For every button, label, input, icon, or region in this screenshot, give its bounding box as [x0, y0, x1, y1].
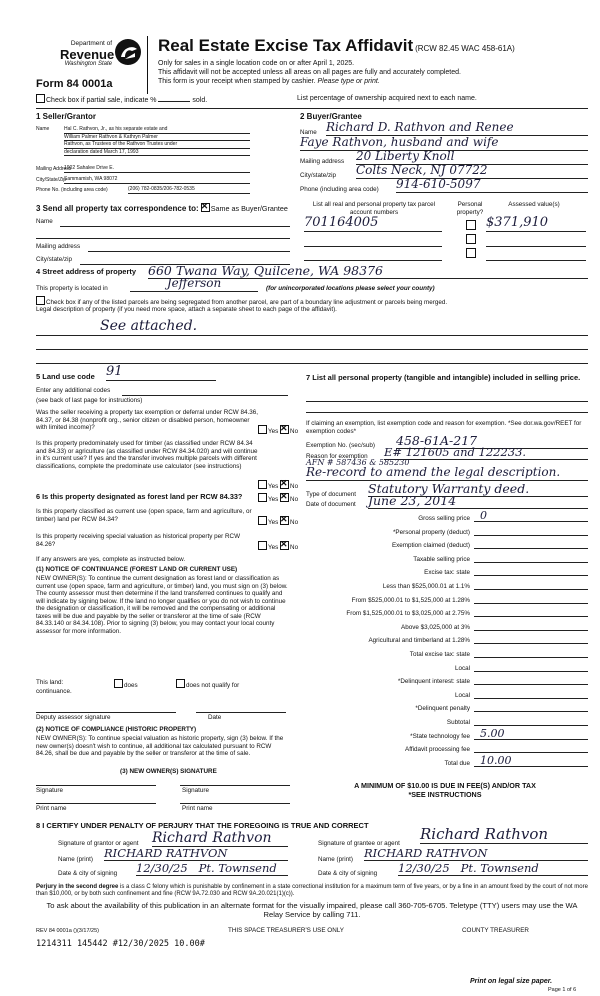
does-label: does	[124, 682, 138, 689]
tax-row-label: Above $3,025,000 at 3%	[401, 623, 470, 631]
tax-row-value: 10.00	[474, 755, 588, 767]
timber-yes-checkbox[interactable]	[258, 480, 267, 489]
yes-label: Yes	[268, 428, 279, 435]
tax-row-label: Excise tax: state	[424, 569, 470, 577]
legal-desc-label: Legal description of property (if you need more space, attach a separate sheet to each page of the affidavit).	[36, 306, 337, 313]
see-instructions-note: *SEE INSTRUCTIONS	[408, 790, 482, 799]
revenue-logo-icon	[113, 37, 143, 67]
tax-row-value	[474, 646, 588, 658]
buyer-name-value-2: Faye Rathvon, husband and wife	[300, 136, 588, 151]
tax-row-value	[474, 741, 588, 753]
correspondence-row	[36, 203, 288, 213]
grantor-name-value: RICHARD RATHVON	[104, 847, 288, 861]
located-note: (for unincorporated locations please select your county)	[266, 285, 435, 292]
intro-line-1: Only for sales in a single location code on or after April 1, 2025.	[158, 60, 355, 67]
additional-codes-label: Enter any additional codes	[36, 387, 111, 394]
forest-yes-checkbox[interactable]	[258, 493, 267, 502]
partial-sale-checkbox[interactable]	[36, 94, 45, 103]
tax-row-value	[474, 537, 588, 549]
buyer-mailing-label: Mailing address	[300, 158, 345, 165]
same-as-buyer-checkbox[interactable]	[201, 203, 210, 212]
minimum-note: A MINIMUM OF $10.00 IS DUE IN FEE(S) AND/OR TAX	[354, 781, 536, 790]
does-option	[114, 679, 138, 690]
doc-date-value: June 23, 2014	[368, 494, 588, 509]
no-label: No	[290, 544, 299, 551]
if-yes-note: If any answers are yes, complete as instructed below.	[36, 556, 186, 563]
grantor-city-value: Pt. Townsend	[198, 861, 277, 875]
same-as-buyer-label: Same as Buyer/Grantee	[210, 204, 288, 213]
buyer-phone-label: Phone (including area code)	[300, 186, 379, 193]
tax-row-label: *Personal property (deduct)	[392, 528, 470, 536]
located-label: This property is located in	[36, 285, 108, 292]
grantor-signature: Richard Rathvon	[152, 830, 288, 847]
dept-line: Department of	[70, 40, 112, 47]
current-use-question: Is this property classified as current use (open space, farm and agriculture, or timber) land per RCW 84.34?	[36, 508, 252, 523]
seller-name-line: declaration dated March 17, 1993	[64, 149, 250, 157]
current-use-yes-checkbox[interactable]	[258, 516, 267, 525]
intro-line-2: This affidavit will not be accepted unless all areas on all pages are fully and accurately completed.	[158, 68, 461, 76]
buyer-name-value: Richard D. Rathvon and Renee	[326, 121, 588, 136]
historic-no-checkbox[interactable]	[280, 541, 289, 550]
grantor-sig-label: Signature of grantor or agent	[58, 840, 139, 847]
tax-row-label: Affidavit processing fee	[405, 746, 470, 754]
located-value: Jefferson	[130, 277, 258, 292]
property-street-value: 660 Twana Way, Quilcene, WA 98376	[148, 264, 588, 279]
exemption-reason-value: E# 121605 and 122233.	[384, 446, 588, 460]
treasurer-use: THIS SPACE TREASURER'S USE ONLY	[228, 927, 344, 934]
seller-city-value: Sammamish, WA 98072	[64, 177, 250, 184]
seller-name-value	[64, 126, 250, 156]
continuance-label: continuance.	[36, 688, 72, 695]
historic-yes-checkbox[interactable]	[258, 541, 267, 550]
tax-row-value	[474, 632, 588, 644]
tax-row-label: Local	[454, 691, 470, 699]
tax-row-value: 0	[474, 510, 588, 522]
deputy-sig-label: Deputy assessor signature	[36, 714, 111, 721]
page-number: Page 1 of 6	[548, 987, 577, 993]
exemption-reason-value-2: Re-record to amend the legal description.	[306, 466, 588, 481]
exemption-question: Was the seller receiving a property tax exemption or deferral under RCW 84.36, 84.37, or 84.38 (nonprofit org., senior citizen or disabled person, homeowner with limited income)?	[36, 409, 259, 432]
personal-checkbox-2[interactable]	[466, 234, 476, 247]
doc-date-label: Date of document	[306, 501, 356, 508]
personal-property-label	[306, 373, 588, 383]
cashier-stamp: 1214311 145442 #12/30/2025 10.00#	[36, 939, 205, 949]
buyer-city-label: City/state/zip	[300, 172, 337, 179]
buyer-heading: 2 Buyer/Grantee	[300, 112, 362, 121]
tax-row-value	[474, 524, 588, 536]
parcels-col-header: List all real and personal property tax parcel account numbers	[312, 201, 436, 216]
does-not-label: does not qualify for	[186, 682, 240, 689]
tax-row-value	[474, 605, 588, 617]
tax-row-value	[474, 551, 588, 563]
no-label: No	[290, 483, 299, 490]
rev-code: REV 84 0001a ()(3/17/25)	[36, 928, 99, 934]
seller-phone-value: (206) 782-0835/206-782-0535	[128, 187, 250, 194]
seller-name-line: Rathvon, as Trustees of the Rathvon Trustes under	[64, 141, 250, 149]
county-treasurer: COUNTY TREASURER	[462, 927, 529, 934]
perjury-note	[36, 884, 588, 898]
personal-checkbox-1[interactable]	[466, 220, 476, 233]
current-use-yes-no	[258, 516, 298, 527]
seller-name-line: William Palmer Rathvon & Kathryn Palmer	[64, 134, 250, 142]
new-owner-print-label-2: Print name	[182, 805, 213, 812]
notice2-title: (2) NOTICE OF COMPLIANCE (HISTORIC PROPERTY)	[36, 726, 197, 733]
assessed-col-header: Assessed value(s)	[508, 201, 560, 208]
grantee-city-value: Pt. Townsend	[460, 861, 539, 875]
land-use-code: 91	[106, 365, 216, 381]
grantee-date-value: 12/30/25	[398, 861, 450, 875]
timber-yes-no	[258, 480, 298, 491]
corr-name-label: Name	[36, 218, 53, 225]
doc-type-value: Statutory Warranty deed.	[368, 482, 588, 497]
seller-name-label: Name	[36, 126, 50, 132]
exemption-afn-value: AFN # 587436 & 585230	[306, 458, 410, 467]
tax-row-label: *State technology fee	[410, 732, 470, 740]
grantee-name-label: Name (print)	[318, 856, 353, 863]
personal-checkbox-3[interactable]	[466, 248, 476, 261]
forest-no-checkbox[interactable]	[280, 493, 289, 502]
tax-row-label: *Delinquent penalty	[415, 705, 470, 713]
legal-paper-note: Print on legal size paper.	[470, 978, 553, 985]
tax-row-value	[474, 619, 588, 631]
personal-col-header: Personal property?	[456, 201, 484, 216]
seller-heading: 1 Seller/Grantor	[36, 112, 97, 121]
buyer-name-label: Name	[300, 129, 317, 136]
grantee-sig-label: Signature of grantee or agent	[318, 840, 400, 847]
does-not-option	[176, 679, 239, 690]
timber-no-checkbox[interactable]	[280, 480, 289, 489]
land-use-row	[36, 373, 95, 382]
exemption-number-value: 458-61A-217	[396, 434, 588, 449]
tax-row-value	[474, 592, 588, 604]
grantee-date-city	[398, 862, 588, 876]
property-street-label: 4 Street address of property	[36, 267, 137, 276]
current-use-no-checkbox[interactable]	[280, 516, 289, 525]
claim-exemption-note: If claiming an exemption, list exemption code and reason for exemption. *See dor.wa.gov/REET for exemption codes*	[306, 420, 582, 435]
legal-desc-value: See attached.	[100, 318, 198, 334]
tax-row-label: Local	[454, 664, 470, 672]
tax-row-label: *Delinquent interest: state	[397, 678, 470, 686]
intro-line-3b: Please type or print.	[317, 77, 380, 85]
intro-line-3	[158, 78, 598, 87]
form-number: Form 84 0001a	[36, 78, 113, 90]
timber-question: Is this property predominately used for timber (as classified under RCW 84.34 and 84.33) or agriculture (as classified under RCW 84.34.020) and will continue in it's current use? If yes and the transfer involves multiple parcels with different classifications, complete the predominate use calculator (see instructions)	[36, 440, 258, 470]
tax-row-label: From $1,525,000.01 to $3,025,000 at 2.75%	[346, 610, 470, 618]
new-owner-signature-label-2: Signature	[182, 787, 209, 794]
segregated-checkbox[interactable]	[36, 296, 45, 305]
property-street-row	[36, 268, 136, 277]
historic-yes-no	[258, 541, 298, 552]
segregated-note: Check box if any of the listed parcels are being segregated from another parcel, are part of a boundary line adjustment or parcels being merged.	[46, 299, 448, 306]
tax-row-value: 5.00	[474, 728, 588, 740]
historic-question: Is this property receiving special valuation as historical property per RCW 84.26?	[36, 533, 241, 548]
tax-row-label: Subtotal	[446, 719, 470, 726]
yes-label: Yes	[268, 544, 279, 551]
form-title: Real Estate Excise Tax Affidavit	[158, 36, 414, 55]
exemption-yes-checkbox[interactable]	[258, 425, 267, 434]
tax-row-value	[474, 714, 588, 726]
new-owner-signature-label: Signature	[36, 787, 63, 794]
corr-city-label: City/state/zip	[36, 256, 73, 263]
buyer-phone-value: 914-610-5097	[396, 178, 588, 193]
seller-phone-label: Phone No. (including area code)	[36, 187, 108, 193]
tax-row-label: Total excise tax: state	[409, 651, 470, 658]
this-land-label: This land:	[36, 679, 64, 686]
tax-row-label: Total due	[444, 759, 470, 767]
intro-block	[158, 60, 598, 86]
grantee-name-value: RICHARD RATHVON	[364, 847, 588, 861]
no-label: No	[290, 496, 299, 503]
notice2-body: NEW OWNER(S): To continue special valuation as historic property, sign (3) below. If the new owner(s) doesn't wish to continue, all additional tax calculated pursuant to RCW 84.26, shall be due and payable by the seller or transferor at the time of sale.	[36, 735, 284, 758]
seller-mailing-label: Mailing Address	[36, 166, 72, 172]
tax-row-value	[474, 700, 588, 712]
grantor-name-label: Name (print)	[58, 856, 93, 863]
tax-row-value	[474, 687, 588, 699]
grantee-signature: Richard Rathvon	[420, 826, 588, 844]
segregated-row	[36, 296, 447, 307]
exemption-number-label: Exemption No. (sec/sub)	[306, 442, 375, 449]
does-checkbox[interactable]	[114, 679, 123, 688]
doc-type-label: Type of document	[306, 491, 357, 498]
yes-label: Yes	[268, 483, 279, 490]
seller-city-label: City/State/Zip	[36, 177, 67, 183]
tax-row-label: Taxable selling price	[413, 555, 470, 563]
no-label: No	[290, 519, 299, 526]
exemption-yes-no	[258, 425, 298, 436]
tax-row-label: Exemption claimed (deduct)	[391, 542, 470, 550]
perjury-bold: Perjury in the second degree	[36, 884, 119, 890]
personal-property-text: 7 List all personal property (tangible and intangible) included in selling price.	[306, 373, 581, 382]
corr-mailing-label: Mailing address	[36, 243, 81, 250]
tax-row-label: Agricultural and timberland at 1.28%	[368, 637, 470, 645]
does-not-checkbox[interactable]	[176, 679, 185, 688]
rcw-reference: (RCW 82.45 WAC 458-61A)	[415, 44, 515, 53]
ownership-note: List percentage of ownership acquired next to each name.	[297, 95, 477, 102]
forest-question: 6 Is this property designated as forest land per RCW 84.33?	[36, 492, 243, 501]
assessed-value: $371,910	[486, 216, 586, 232]
agency-name: Revenue	[60, 46, 115, 62]
parcel-number: 701164005	[304, 216, 442, 232]
buyer-mailing-value: 20 Liberty Knoll	[356, 150, 588, 165]
tax-row-value	[474, 578, 588, 590]
intro-line-3a: This form is your receipt when stamped by cashier.	[158, 77, 318, 85]
grantor-date-value: 12/30/25	[136, 861, 188, 875]
buyer-city-value: Colts Neck, NJ 07722	[356, 164, 588, 179]
notice1-body: NEW OWNER(S): To continue the current designation as forest land or classification as current use (open space, farm and agriculture, or timber) land, you must sign on (3) below. The county assessor must then determine if the land transferred continues to qualify and will indicate by signing below. If the land no longer qualifies or you do not wish to continue the designation or classification, it will be removed and the compensating or additional taxes will be due and payable by the seller or transferor at the time of sale (RCW 84.33.140 or 84.34.108). Prior to signing (3) below, you may contact your local county assessor for more information.	[36, 575, 288, 635]
deputy-date-label: Date	[208, 714, 222, 721]
corr-name-line	[60, 226, 290, 227]
see-back-note: (see back of last page for instructions)	[36, 397, 143, 404]
perjury-rest: is a class C felony which is punishable by confinement in a state correctional institution for a maximum term of five years, or by a fine in an amount fixed by the court of not more than $10,000, or by both such confinement and fine (RCW 9A.72.030 and RCW 9A.20.021(1)(c)).	[36, 884, 588, 898]
seller-name-line: Hal C. Rathvon, Jr., as his separate estate and	[64, 126, 250, 134]
yes-label: Yes	[268, 519, 279, 526]
exemption-reason-label: Reason for exemption	[306, 453, 368, 460]
seller-mailing-value: 1902 Sahalee Drive E.	[64, 166, 250, 173]
tax-row-label: Gross selling price	[418, 515, 470, 522]
header-divider	[147, 36, 148, 94]
correspondence-heading: 3 Send all property tax correspondence to:	[36, 204, 199, 213]
grantor-date-city	[136, 862, 288, 876]
notice1-title: (1) NOTICE OF CONTINUANCE (FOREST LAND OR CURRENT USE)	[36, 566, 238, 573]
new-owner-print-label: Print name	[36, 805, 67, 812]
yes-label: Yes	[268, 496, 279, 503]
form-title-block	[158, 36, 515, 56]
tax-row-label: Less than $525,000.01 at 1.1%	[382, 583, 470, 590]
grantee-date-label: Date & city of signing	[318, 870, 378, 877]
tax-row-value	[474, 673, 588, 685]
partial-sale-label: Check box if partial sale, indicate %	[46, 97, 157, 104]
tax-row-label: From $525,000.01 to $1,525,000 at 1.28%	[351, 596, 470, 604]
no-label: No	[290, 428, 299, 435]
accessibility-note: To ask about the availability of this publication in an alternate format for the visually impaired, please call 360-705-6705. Teletype (TTY) users may use the WA Relay Service by calling 711.	[46, 901, 578, 919]
forest-yes-no	[258, 493, 298, 504]
partial-sale-row	[36, 94, 207, 105]
state-name: Washington State	[64, 60, 112, 67]
tax-row-value	[474, 564, 588, 576]
agency-block	[60, 40, 115, 68]
certify-heading: 8 I CERTIFY UNDER PENALTY OF PERJURY THAT THE FOREGOING IS TRUE AND CORRECT	[36, 821, 369, 830]
grantor-date-label: Date & city of signing	[58, 870, 118, 877]
partial-sale-suffix: sold.	[192, 97, 208, 104]
new-owner-sig-heading: (3) NEW OWNER(S) SIGNATURE	[120, 768, 217, 775]
land-use-label: 5 Land use code	[36, 372, 95, 381]
tax-row-value	[474, 660, 588, 672]
exemption-no-checkbox[interactable]	[280, 425, 289, 434]
